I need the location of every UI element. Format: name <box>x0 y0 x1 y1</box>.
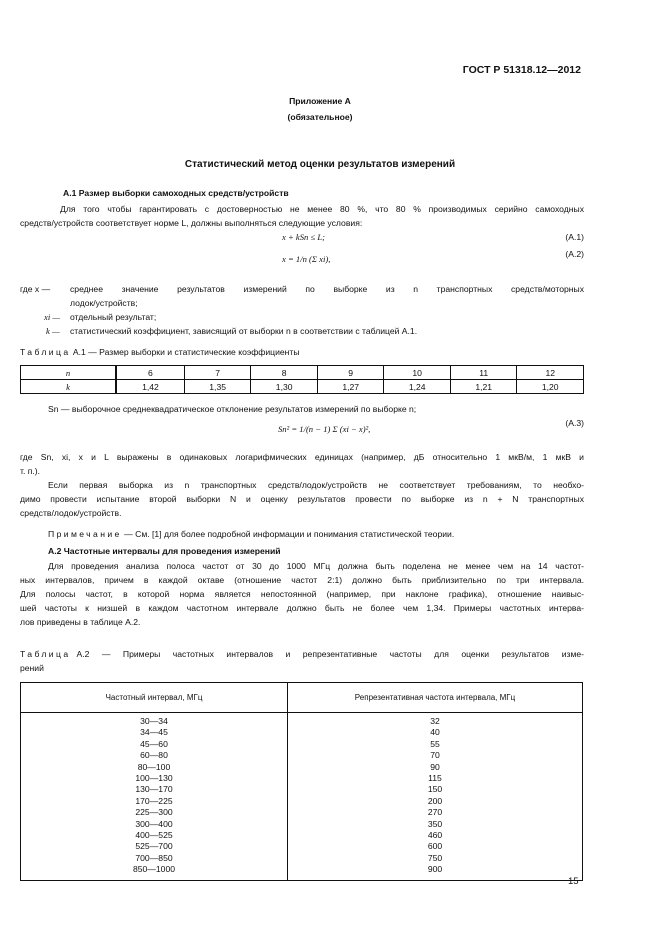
sn-definition: Sn — выборочное среднеквадратическое отклонение результатов измерений по выборке n; <box>48 404 417 414</box>
frequency-cell: 150 <box>427 784 443 795</box>
page-number: 15 <box>568 876 579 887</box>
paragraph-line: Для того чтобы гарантировать с достоверностью не менее 80 %, что 80 % производимых серийно самоходных <box>60 204 584 214</box>
table-a2 <box>20 682 583 881</box>
interval-cell: 45—60 <box>140 738 168 749</box>
paragraph-line: средств/устройств соответствует норме L, должны выполняться следующие условия: <box>20 218 363 228</box>
frequency-column <box>288 713 583 881</box>
frequency-cell: 90 <box>430 761 440 772</box>
where-text: лодок/устройств; <box>70 298 138 308</box>
interval-cell: 300—400 <box>135 818 173 829</box>
interval-cell: 525—700 <box>135 841 173 852</box>
frequency-cell: 55 <box>430 738 440 749</box>
frequency-cell: 200 <box>427 795 443 806</box>
caption-text: А.2 — Примеры частотных интервалов и репрезентативные частоты для оценки результатов изме- <box>76 649 584 659</box>
paragraph-line: шей частоты к низшей в каждом частотном интервале должно быть не более чем 1,34. Примеры частотных интерва- <box>20 603 584 613</box>
interval-cell: 34—45 <box>140 727 168 738</box>
cell: 1,20 <box>517 380 584 394</box>
cell: 1,30 <box>251 380 318 394</box>
cell: 11 <box>450 366 517 380</box>
appendix-title: Приложение А <box>289 96 351 106</box>
interval-cell: 130—170 <box>135 784 173 795</box>
cell: 6 <box>116 366 184 380</box>
equation-text: Sn² = 1/(n − 1) Σ (xi − x)², <box>278 424 371 434</box>
paragraph-line: ных интервалов, причем в каждой октаве (отношение частот 2:1) должно быть приблизительно по три интервала. <box>20 575 584 585</box>
header-cell: n <box>21 366 117 380</box>
interval-cell: 100—130 <box>135 773 173 784</box>
where-text: среднее значение результатов измерений по выборке из n транспортных средств/моторных <box>70 284 584 294</box>
cell: 7 <box>184 366 251 380</box>
cell: 1,24 <box>384 380 451 394</box>
cell: 9 <box>317 366 384 380</box>
document-id: ГОСТ Р 51318.12—2012 <box>462 64 581 76</box>
appendix-status: (обязательное) <box>287 112 353 122</box>
header-cell: k <box>21 380 117 394</box>
interval-cell: 170—225 <box>135 795 173 806</box>
interval-cell: 225—300 <box>135 807 173 818</box>
cell: 1,21 <box>450 380 517 394</box>
table2-caption-cont: рений <box>20 663 44 673</box>
symbol: где x — <box>20 284 51 294</box>
frequency-cell: 750 <box>427 852 443 863</box>
note-text: — См. [1] для более подробной информации и понимания статистической теории. <box>124 529 455 539</box>
symbol: k — <box>46 326 60 336</box>
interval-cell: 700—850 <box>135 852 173 863</box>
where-text: отдельный результат; <box>70 312 157 322</box>
caption-text: А.1 — Размер выборки и статистические коэффициенты <box>72 347 300 357</box>
frequency-cell: 350 <box>427 818 443 829</box>
note <box>48 529 584 539</box>
frequency-cell: 115 <box>428 773 442 784</box>
frequency-cell: 40 <box>430 727 440 738</box>
equation-number: (А.3) <box>565 418 584 428</box>
paragraph-line: т. п.). <box>20 466 41 476</box>
frequency-cell: 270 <box>427 807 443 818</box>
interval-cell: 30—34 <box>140 716 168 726</box>
paragraph-line: средств/лодок/устройств. <box>20 508 122 518</box>
frequency-cell: 900 <box>427 864 443 875</box>
cell: 10 <box>384 366 451 380</box>
cell: 1,35 <box>184 380 251 394</box>
symbol: xi — <box>44 312 60 322</box>
table-header-row <box>21 683 583 713</box>
column-header: Репрезентативная частота интервала, МГц <box>288 683 583 713</box>
table2-caption <box>20 649 584 659</box>
equation-number: (А.1) <box>565 232 584 242</box>
interval-column <box>21 713 288 881</box>
section-a2-heading: А.2 Частотные интервалы для проведения измерений <box>48 546 281 556</box>
section-a1-heading: А.1 Размер выборки самоходных средств/устройств <box>63 188 289 198</box>
frequency-cell: 600 <box>427 841 443 852</box>
where-text: статистический коэффициент, зависящий от выборки n в соответствии с таблицей А.1. <box>70 326 418 336</box>
frequency-cell: 460 <box>427 830 443 841</box>
interval-cell: 60—80 <box>140 750 168 761</box>
paragraph-line: Для проведения анализа полоса частот от 30 до 1000 МГц должна быть поделена не менее чем на 14 частот- <box>48 561 584 571</box>
equation-a3 <box>278 424 584 434</box>
paragraph-line: где Sn, xi, x и L выражены в одинаковых логарифмических единицах (например, дБ относительно 1 мкВ/м, 1 мкВ и <box>20 452 584 462</box>
table-body <box>21 713 583 881</box>
cell: 1,42 <box>116 380 184 394</box>
note-prefix: Примечание <box>48 529 122 539</box>
paragraph-line: димо провести испытание второй выборки N и оценку результатов провести по выборке из n + N транспортных <box>20 494 584 504</box>
paragraph-line: лов приведены в таблице А.2. <box>20 617 141 627</box>
equation-text: x = 1/n (Σ xi), <box>282 254 331 264</box>
column-header: Частотный интервал, МГц <box>21 683 288 713</box>
cell: 8 <box>251 366 318 380</box>
frequency-cell: 70 <box>430 750 440 761</box>
cell: 12 <box>517 366 584 380</box>
paragraph-line: Если первая выборка из n транспортных средств/лодок/устройств не соответствует требованиям, то необхо- <box>48 480 584 490</box>
caption-prefix: Таблица <box>20 347 71 357</box>
cell: 1,27 <box>317 380 384 394</box>
interval-cell: 400—525 <box>135 830 173 841</box>
equation-text: x + kSn ≤ L; <box>282 232 325 242</box>
caption-prefix: Таблица <box>20 649 71 659</box>
main-title: Статистический метод оценки результатов измерений <box>184 159 456 170</box>
interval-cell: 80—100 <box>137 761 171 772</box>
frequency-cell: 32 <box>430 716 440 726</box>
paragraph-line: Для полосы частот, в которой норма является непостоянной (например, при наклоне графика), отношение наивыс- <box>20 589 584 599</box>
interval-cell: 850—1000 <box>132 864 176 875</box>
equation-number: (А.2) <box>565 249 584 259</box>
